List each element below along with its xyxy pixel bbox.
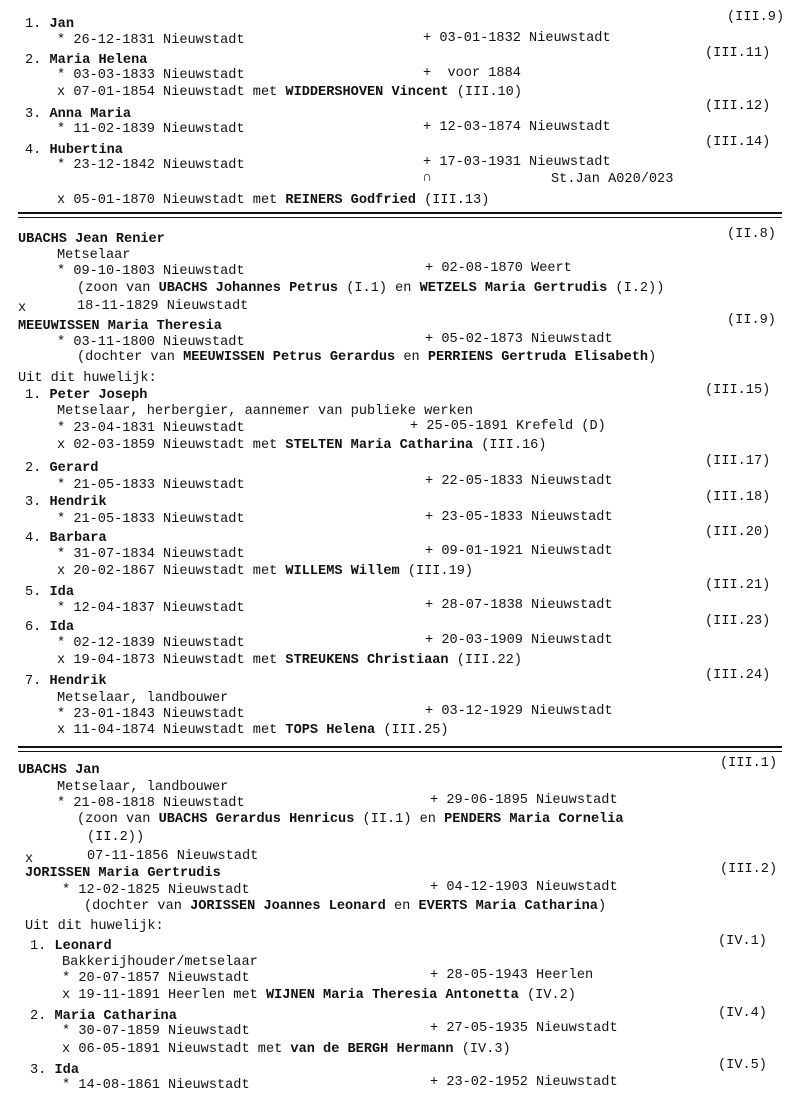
child-number: 6. bbox=[25, 620, 42, 635]
child-entry bbox=[30, 938, 112, 955]
child-entry bbox=[25, 619, 74, 636]
parents-close: ) bbox=[597, 899, 607, 914]
child-ref: (IV.1) bbox=[718, 934, 767, 949]
child-name: Hendrik bbox=[49, 495, 107, 510]
mother-ref: (II.2)) bbox=[87, 830, 145, 845]
child-ref: (III.9) bbox=[727, 10, 785, 25]
death-record: + voor 1884 bbox=[423, 66, 521, 81]
child-name: Ida bbox=[49, 585, 74, 600]
child-name: Ida bbox=[49, 620, 74, 635]
child-name: Hubertina bbox=[49, 143, 123, 158]
child-entry bbox=[25, 673, 107, 690]
section-divider bbox=[18, 212, 782, 214]
child-name: Barbara bbox=[49, 531, 107, 546]
grave-location: St.Jan A020/023 bbox=[551, 172, 674, 187]
child-name: Leonard bbox=[54, 939, 112, 954]
death-record: + 09-01-1921 Nieuwstadt bbox=[425, 544, 613, 559]
marriage-text: x 07-01-1854 Nieuwstadt met bbox=[57, 85, 286, 100]
birth-record: * 21-05-1833 Nieuwstadt bbox=[57, 478, 245, 493]
child-number: 2. bbox=[25, 461, 42, 476]
father-ref: (II.1) en bbox=[354, 812, 445, 827]
marriage-text: x 20-02-1867 Nieuwstadt met bbox=[57, 564, 286, 579]
section-divider bbox=[18, 217, 782, 218]
spouse-ref: (III.25) bbox=[375, 723, 449, 738]
marriage-record bbox=[57, 563, 473, 580]
spouse-name: MEEUWISSEN Maria Theresia bbox=[18, 319, 222, 334]
child-number: 5. bbox=[25, 585, 42, 600]
birth-record: * 26-12-1831 Nieuwstadt bbox=[57, 33, 245, 48]
head-occupation: Metselaar, landbouwer bbox=[57, 780, 229, 795]
death-record: + 20-03-1909 Nieuwstadt bbox=[425, 633, 613, 648]
birth-record: * 03-11-1800 Nieuwstadt bbox=[57, 335, 245, 350]
child-number: 3. bbox=[25, 107, 42, 122]
birth-record: * 23-12-1842 Nieuwstadt bbox=[57, 158, 245, 173]
spouse-name: JORISSEN Maria Gertrudis bbox=[25, 866, 221, 881]
spouse-ref: (IV.2) bbox=[518, 988, 576, 1003]
spouse-ref: (III.13) bbox=[415, 193, 490, 208]
parents-and: en bbox=[395, 350, 428, 365]
child-ref: (III.17) bbox=[705, 454, 771, 469]
marriage-record bbox=[57, 437, 546, 454]
marriage-text: x 02-03-1859 Nieuwstadt met bbox=[57, 438, 286, 453]
child-ref: (III.11) bbox=[705, 46, 771, 61]
child-ref: (III.12) bbox=[705, 99, 771, 114]
death-record: + 23-05-1833 Nieuwstadt bbox=[425, 510, 613, 525]
child-entry bbox=[25, 584, 74, 601]
parents-line bbox=[77, 811, 624, 828]
child-number: 4. bbox=[25, 531, 42, 546]
section-divider bbox=[18, 751, 782, 752]
section-divider bbox=[18, 746, 782, 748]
spouse-name: WILLEMS Willem bbox=[285, 564, 400, 579]
marriage-text: x 19-11-1891 Heerlen met bbox=[62, 988, 266, 1003]
birth-record: * 31-07-1834 Nieuwstadt bbox=[57, 547, 245, 562]
child-name: Maria Helena bbox=[49, 53, 148, 68]
marriage-symbol: x bbox=[25, 852, 34, 867]
child-number: 3. bbox=[30, 1063, 47, 1078]
birth-record: * 21-08-1818 Nieuwstadt bbox=[57, 796, 245, 811]
birth-record: * 30-07-1859 Nieuwstadt bbox=[62, 1024, 250, 1039]
birth-record: * 03-03-1833 Nieuwstadt bbox=[57, 68, 245, 83]
child-name: Peter Joseph bbox=[49, 388, 148, 403]
spouse-ref: (III.10) bbox=[448, 85, 522, 100]
child-ref: (IV.5) bbox=[718, 1058, 767, 1073]
mother-name: EVERTS Maria Catharina bbox=[418, 899, 598, 914]
child-ref: (III.23) bbox=[705, 614, 771, 629]
spouse-name: van de BERGH Hermann bbox=[290, 1042, 454, 1057]
spouse-ref: (IV.3) bbox=[453, 1042, 511, 1057]
parents-line bbox=[84, 898, 606, 915]
death-record: + 23-02-1952 Nieuwstadt bbox=[430, 1075, 618, 1090]
birth-record: * 09-10-1803 Nieuwstadt bbox=[57, 264, 245, 279]
child-number: 1. bbox=[30, 939, 47, 954]
spouse-name: WIJNEN Maria Theresia Antonetta bbox=[265, 988, 519, 1003]
child-entry bbox=[25, 16, 74, 33]
spouse-name: TOPS Helena bbox=[285, 723, 376, 738]
child-number: 2. bbox=[25, 53, 42, 68]
child-name: Gerard bbox=[49, 461, 99, 476]
child-ref: (III.20) bbox=[705, 525, 771, 540]
death-record: + 28-07-1838 Nieuwstadt bbox=[425, 598, 613, 613]
children-intro: Uit dit huwelijk: bbox=[25, 919, 164, 934]
death-record: + 02-08-1870 Weert bbox=[425, 261, 572, 276]
child-name: Maria Catharina bbox=[54, 1009, 177, 1024]
child-number: 4. bbox=[25, 143, 42, 158]
spouse-ref: (III.22) bbox=[448, 653, 522, 668]
child-number: 1. bbox=[25, 17, 42, 32]
father-name: UBACHS Gerardus Henricus bbox=[158, 812, 355, 827]
child-name: Jan bbox=[49, 17, 74, 32]
death-record: + 28-05-1943 Heerlen bbox=[430, 968, 594, 983]
child-ref: (III.14) bbox=[705, 135, 771, 150]
death-record: + 03-01-1832 Nieuwstadt bbox=[423, 31, 611, 46]
parents-text: (zoon van bbox=[77, 281, 159, 296]
child-number: 1. bbox=[25, 388, 42, 403]
child-number: 3. bbox=[25, 495, 42, 510]
child-occupation: Bakkerijhouder/metselaar bbox=[62, 955, 258, 970]
child-entry bbox=[25, 387, 147, 404]
child-entry bbox=[25, 530, 107, 547]
parents-text: (zoon van bbox=[77, 812, 159, 827]
marriage-record bbox=[57, 652, 522, 669]
father-name: MEEUWISSEN Petrus Gerardus bbox=[183, 350, 396, 365]
spouse-name: STREUKENS Christiaan bbox=[285, 653, 449, 668]
grave-symbol: ∩ bbox=[423, 171, 432, 186]
child-entry bbox=[25, 460, 98, 477]
spouse-ref: (II.9) bbox=[727, 313, 776, 328]
child-number: 2. bbox=[30, 1009, 47, 1024]
child-ref: (IV.4) bbox=[718, 1006, 767, 1021]
marriage-text: x 05-01-1870 Nieuwstadt met bbox=[57, 193, 286, 208]
birth-record: * 02-12-1839 Nieuwstadt bbox=[57, 636, 245, 651]
mother-name: PERRIENS Gertruda Elisabeth bbox=[427, 350, 649, 365]
birth-record: * 12-02-1825 Nieuwstadt bbox=[62, 883, 250, 898]
father-name: UBACHS Johannes Petrus bbox=[158, 281, 339, 296]
birth-record: * 20-07-1857 Nieuwstadt bbox=[62, 971, 250, 986]
child-number: 7. bbox=[25, 674, 42, 689]
birth-record: * 21-05-1833 Nieuwstadt bbox=[57, 512, 245, 527]
death-record: + 22-05-1833 Nieuwstadt bbox=[425, 474, 613, 489]
child-name: Ida bbox=[54, 1063, 79, 1078]
spouse-name: STELTEN Maria Catharina bbox=[285, 438, 474, 453]
spouse-ref: (III.16) bbox=[473, 438, 547, 453]
spouse-name: REINERS Godfried bbox=[285, 193, 416, 208]
birth-record: * 14-08-1861 Nieuwstadt bbox=[62, 1078, 250, 1093]
death-record: + 05-02-1873 Nieuwstadt bbox=[425, 332, 613, 347]
child-name: Anna Maria bbox=[49, 107, 132, 122]
child-ref: (III.21) bbox=[705, 578, 771, 593]
death-record: + 04-12-1903 Nieuwstadt bbox=[430, 880, 618, 895]
head-name: UBACHS Jan bbox=[18, 763, 100, 778]
head-ref: (III.1) bbox=[720, 756, 778, 771]
mother-name: WETZELS Maria Gertrudis bbox=[419, 281, 608, 296]
marriage-record bbox=[57, 192, 489, 209]
mother-name: PENDERS Maria Cornelia bbox=[444, 812, 624, 827]
child-ref: (III.18) bbox=[705, 490, 771, 505]
head-occupation: Metselaar bbox=[57, 248, 131, 263]
parents-close: ) bbox=[648, 350, 657, 365]
marriage-record bbox=[62, 987, 576, 1004]
marriage-text: x 19-04-1873 Nieuwstadt met bbox=[57, 653, 286, 668]
mother-ref: (I.2)) bbox=[607, 281, 665, 296]
child-name: Hendrik bbox=[49, 674, 107, 689]
death-record: + 29-06-1895 Nieuwstadt bbox=[430, 793, 618, 808]
father-ref: (I.1) en bbox=[338, 281, 420, 296]
head-ref: (II.8) bbox=[727, 227, 776, 242]
parents-line bbox=[77, 349, 656, 366]
marriage-record bbox=[57, 84, 522, 101]
child-ref: (III.24) bbox=[705, 668, 771, 683]
spouse-ref: (III.2) bbox=[720, 862, 778, 877]
child-entry bbox=[25, 494, 107, 511]
parents-text: (dochter van bbox=[77, 350, 184, 365]
death-record: + 03-12-1929 Nieuwstadt bbox=[425, 704, 613, 719]
head-name: UBACHS Jean Renier bbox=[18, 232, 165, 247]
birth-record: * 23-01-1843 Nieuwstadt bbox=[57, 707, 245, 722]
death-record: + 12-03-1874 Nieuwstadt bbox=[423, 120, 611, 135]
death-record: + 25-05-1891 Krefeld (D) bbox=[410, 419, 606, 434]
spouse-name: WIDDERSHOVEN Vincent bbox=[285, 85, 449, 100]
father-name: JORISSEN Joannes Leonard bbox=[190, 899, 386, 914]
marriage-symbol: x bbox=[18, 301, 27, 316]
parents-line bbox=[77, 280, 664, 297]
children-intro: Uit dit huwelijk: bbox=[18, 371, 157, 386]
marriage-text: x 06-05-1891 Nieuwstadt met bbox=[62, 1042, 291, 1057]
child-ref: (III.15) bbox=[705, 383, 771, 398]
marriage-record bbox=[57, 722, 449, 739]
birth-record: * 23-04-1831 Nieuwstadt bbox=[57, 421, 245, 436]
marriage-record bbox=[62, 1041, 511, 1058]
marriage-text: x 11-04-1874 Nieuwstadt met bbox=[57, 723, 286, 738]
birth-record: * 12-04-1837 Nieuwstadt bbox=[57, 601, 245, 616]
marriage-date: 18-11-1829 Nieuwstadt bbox=[77, 299, 249, 314]
spouse-ref: (III.19) bbox=[399, 564, 474, 579]
child-occupation: Metselaar, landbouwer bbox=[57, 691, 229, 706]
parents-and: en bbox=[385, 899, 419, 914]
parents-text: (dochter van bbox=[84, 899, 191, 914]
marriage-date: 07-11-1856 Nieuwstadt bbox=[87, 849, 259, 864]
death-record: + 17-03-1931 Nieuwstadt bbox=[423, 155, 611, 170]
child-occupation: Metselaar, herbergier, aannemer van publieke werken bbox=[57, 404, 474, 419]
death-record: + 27-05-1935 Nieuwstadt bbox=[430, 1021, 618, 1036]
birth-record: * 11-02-1839 Nieuwstadt bbox=[57, 122, 245, 137]
